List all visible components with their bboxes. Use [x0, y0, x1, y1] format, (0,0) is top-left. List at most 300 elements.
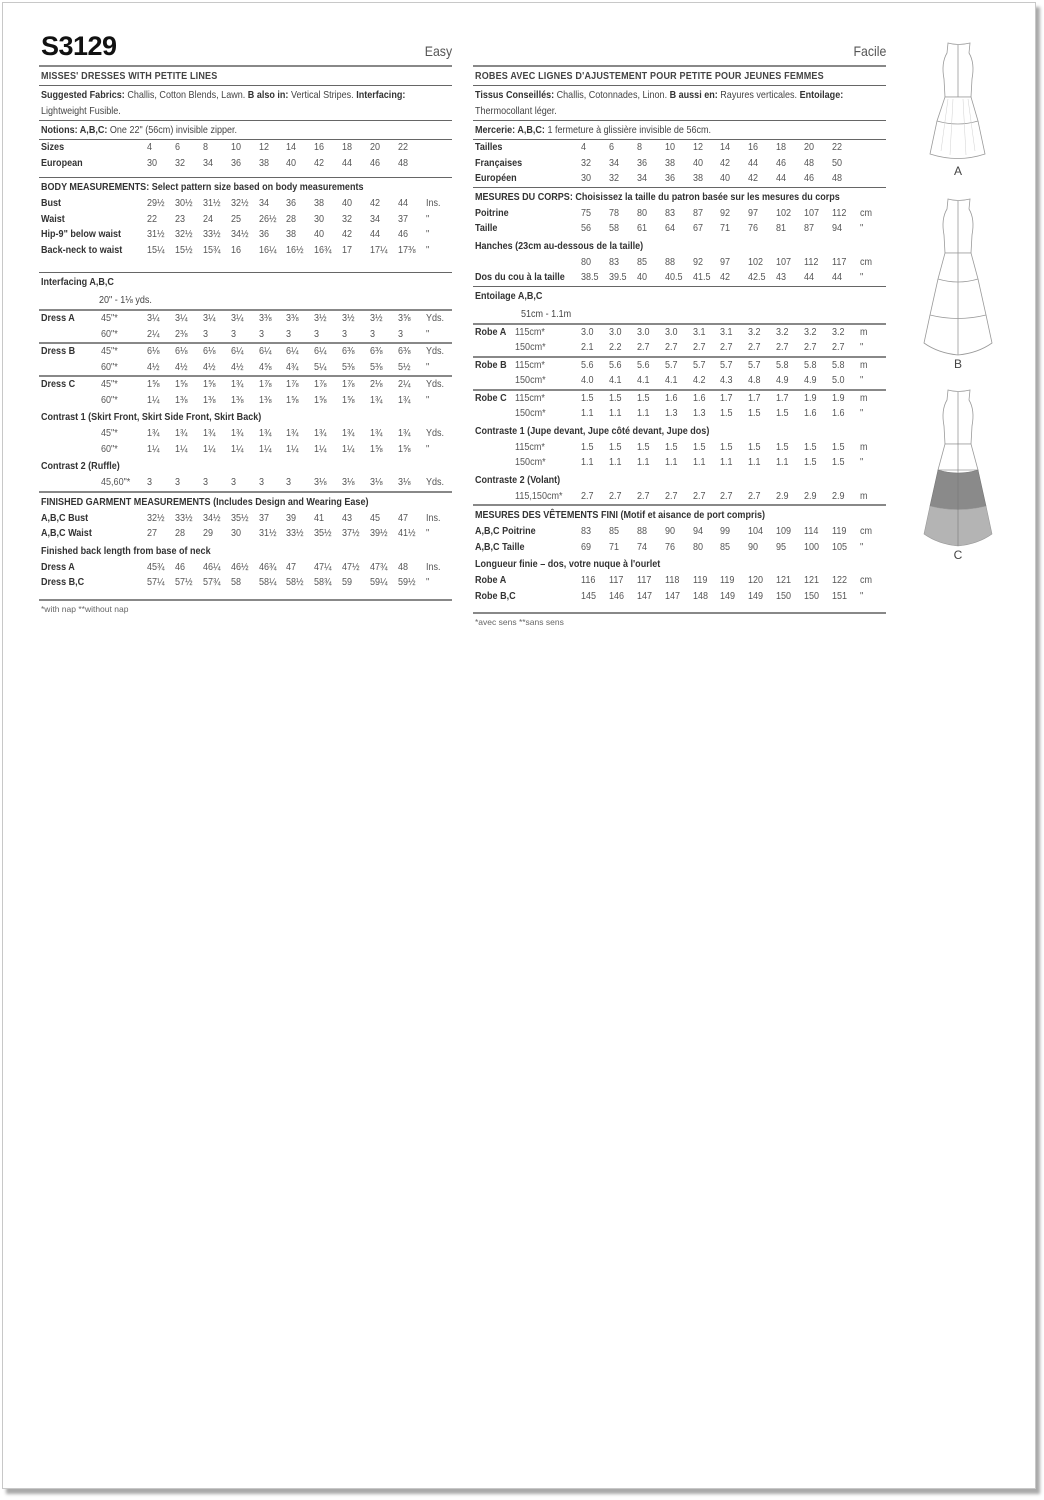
- value-cell: 37½: [342, 527, 360, 539]
- contrast2-table-fr: [473, 489, 886, 505]
- value-cell: 48: [832, 172, 843, 184]
- table-row: [475, 140, 886, 156]
- unit-cell: ": [426, 527, 430, 539]
- row-label: European: [41, 156, 83, 169]
- table-row: [41, 360, 452, 376]
- pattern-code: S3129: [41, 31, 117, 61]
- value-cell: 4.3: [720, 374, 734, 386]
- value-cell: 145: [581, 589, 597, 602]
- value-cell: 1.5: [776, 407, 789, 419]
- value-cell: 46¾: [258, 560, 277, 573]
- value-cell: 3: [314, 327, 320, 340]
- value-cell: 16: [748, 141, 759, 153]
- value-cell: 5.0: [832, 374, 845, 386]
- value-cell: 85: [720, 540, 731, 553]
- value-cell: 46: [398, 228, 409, 240]
- value-cell: 1¾: [370, 427, 383, 439]
- value-cell: 34: [202, 156, 213, 169]
- value-cell: 92: [692, 255, 703, 268]
- value-cell: 119: [692, 574, 707, 586]
- value-cell: 1.6: [664, 391, 678, 404]
- unit-cell: ": [860, 222, 864, 234]
- value-cell: 4.0: [581, 374, 594, 386]
- contrast2-heading: Contrast 2 (Ruffle): [41, 460, 120, 472]
- value-cell: 32: [608, 172, 619, 184]
- value-cell: 16: [230, 243, 241, 256]
- value-cell: 17¼: [370, 243, 388, 256]
- value-cell: 39½: [370, 527, 388, 539]
- unit-cell: Yds.: [426, 427, 445, 439]
- value-cell: 34: [608, 156, 619, 169]
- value-cell: 46: [776, 156, 787, 169]
- value-cell: 112: [804, 255, 819, 268]
- value-cell: 36: [230, 156, 241, 169]
- value-cell: 4½: [147, 360, 160, 373]
- value-cell: 42: [314, 156, 325, 169]
- interfacing-amount-fr: 51cm - 1.1m: [521, 307, 572, 320]
- row-label: Poitrine: [475, 206, 509, 219]
- value-cell: 5.7: [748, 358, 761, 371]
- value-cell: 44: [398, 197, 409, 209]
- dress-b-icon: [908, 195, 1008, 357]
- row-label: A,B,C Poitrine: [475, 525, 536, 537]
- value-cell: 3⅜: [258, 312, 272, 324]
- value-cell: 34½: [230, 228, 249, 240]
- value-cell: 33½: [174, 511, 193, 524]
- value-cell: 119: [720, 574, 735, 586]
- value-cell: 16¾: [314, 243, 332, 256]
- unit-cell: ": [860, 374, 864, 386]
- value-cell: 1.1: [748, 456, 761, 468]
- value-cell: 1¾: [174, 427, 188, 439]
- suggested-fabrics-fr: Tissus Conseillés: Challis, Cotonnades, Linon. B aussi en: Rayures verticales. Entoilage: Thermocollant léger.: [475, 89, 844, 117]
- value-cell: 20: [370, 141, 381, 153]
- value-cell: 6¼: [314, 345, 327, 357]
- value-cell: 1⅞: [258, 378, 272, 390]
- value-cell: 2¼: [398, 378, 411, 390]
- row-label: Dress A: [41, 560, 75, 573]
- value-cell: 58¾: [314, 576, 332, 588]
- value-cell: 4½: [202, 360, 216, 373]
- value-cell: 22: [147, 212, 158, 225]
- value-cell: 102: [776, 206, 792, 219]
- value-cell: 88: [664, 255, 675, 268]
- table-row: [41, 311, 452, 327]
- value-cell: 4.1: [664, 374, 678, 386]
- value-cell: 34: [636, 172, 647, 184]
- value-cell: 32½: [147, 511, 165, 524]
- value-cell: 3.0: [581, 325, 594, 338]
- table-row: [475, 589, 886, 605]
- view-label: C: [953, 548, 963, 562]
- value-cell: 29: [202, 527, 213, 539]
- value-cell: 1.9: [804, 391, 817, 404]
- value-cell: 3: [398, 327, 404, 340]
- value-cell: 5½: [398, 360, 411, 373]
- unit-cell: Yds.: [426, 476, 445, 488]
- value-cell: 32½: [174, 228, 193, 240]
- value-cell: 80: [692, 540, 703, 553]
- value-cell: 3.2: [832, 325, 845, 338]
- table-row: [475, 373, 886, 389]
- unit-cell: [860, 171, 886, 187]
- contrast2-heading-fr: Contraste 2 (Volant): [475, 473, 561, 486]
- value-cell: 1¾: [230, 378, 244, 390]
- row-label: A,B,C Waist: [41, 527, 92, 539]
- value-cell: 17⅜: [398, 243, 416, 256]
- unit-cell: Yds.: [426, 345, 445, 357]
- value-cell: 33½: [202, 228, 221, 240]
- value-cell: 81: [776, 222, 787, 234]
- value-cell: 30: [581, 172, 592, 184]
- value-cell: 57¾: [202, 576, 221, 588]
- fabric-width: 45"*: [101, 378, 118, 390]
- value-cell: 1⅝: [202, 378, 216, 390]
- french-column: [473, 3, 886, 627]
- row-label: A,B,C Bust: [41, 511, 89, 524]
- fabric-width: 45"*: [101, 427, 118, 439]
- dress-c-icon: [908, 386, 1008, 548]
- row-label: [41, 393, 101, 409]
- row-label: [41, 426, 101, 442]
- value-cell: 2⅛: [370, 378, 383, 390]
- yardage-table: [39, 309, 452, 408]
- value-cell: 6¼: [286, 345, 300, 357]
- value-cell: 1¼: [147, 442, 160, 455]
- table-row: [475, 455, 886, 471]
- value-cell: 4: [581, 141, 587, 153]
- value-cell: 1.5: [804, 440, 817, 453]
- value-cell: 44: [342, 156, 353, 169]
- value-cell: 38: [258, 156, 269, 169]
- interfacing-heading-fr: Entoilage A,B,C: [475, 289, 543, 302]
- finished-heading-fr: MESURES DES VÊTEMENTS FINI (Motif et aisance de port compris): [475, 509, 766, 521]
- unit-cell: m: [860, 391, 868, 404]
- value-cell: 24: [202, 212, 213, 225]
- value-cell: 1⅞: [286, 378, 300, 390]
- value-cell: 38: [286, 228, 297, 240]
- value-cell: 47¾: [370, 560, 388, 573]
- unit-cell: ": [426, 360, 430, 373]
- value-cell: 99: [720, 525, 731, 537]
- row-label: Sizes: [41, 141, 65, 153]
- value-cell: 44: [370, 228, 381, 240]
- value-cell: 42: [720, 156, 731, 169]
- value-cell: 2.7: [692, 341, 706, 353]
- value-cell: 5.8: [832, 358, 845, 371]
- value-cell: 1.5: [804, 456, 817, 468]
- finished-length-table-fr: [473, 573, 886, 604]
- value-cell: 1.5: [832, 440, 845, 453]
- value-cell: 58: [608, 222, 619, 234]
- unit-cell: ": [426, 442, 430, 455]
- value-cell: 3: [230, 327, 236, 340]
- value-cell: 1.1: [720, 456, 734, 468]
- value-cell: 3.0: [608, 325, 622, 338]
- value-cell: 1.1: [664, 456, 678, 468]
- pattern-envelope-back: [2, 2, 1036, 1489]
- value-cell: 2.7: [692, 489, 706, 502]
- finished-heading: FINISHED GARMENT MEASUREMENTS (Includes Design and Wearing Ease): [41, 495, 369, 508]
- value-cell: 146: [608, 589, 624, 602]
- value-cell: 1⅝: [370, 442, 383, 455]
- row-label: [41, 360, 101, 376]
- value-cell: 10: [664, 141, 675, 153]
- value-cell: 4.1: [636, 374, 650, 386]
- table-row: [475, 221, 886, 237]
- unit-cell: ": [860, 589, 864, 602]
- value-cell: 48: [398, 560, 409, 573]
- value-cell: 2.7: [748, 489, 761, 502]
- value-cell: 48: [804, 156, 815, 169]
- value-cell: 1⅝: [147, 378, 160, 390]
- value-cell: 149: [720, 589, 736, 602]
- value-cell: 5.6: [581, 358, 594, 371]
- value-cell: 37: [398, 212, 409, 225]
- value-cell: 1.7: [720, 391, 734, 404]
- table-row: [41, 526, 452, 542]
- contrast1-heading: Contrast 1 (Skirt Front, Skirt Side Front, Skirt Back): [41, 411, 262, 423]
- value-cell: 3: [202, 476, 208, 488]
- value-cell: 1.1: [608, 456, 622, 468]
- value-cell: 2.7: [720, 341, 734, 353]
- value-cell: 47: [398, 511, 409, 524]
- unit-cell: ": [860, 456, 864, 468]
- value-cell: 4¾: [286, 360, 300, 373]
- row-label: Françaises: [475, 156, 523, 169]
- value-cell: 38: [664, 156, 675, 169]
- value-cell: 15¼: [147, 243, 165, 256]
- value-cell: 16: [314, 141, 325, 153]
- value-cell: 36: [664, 172, 675, 184]
- value-cell: 1.5: [748, 407, 761, 419]
- value-cell: 40: [692, 156, 703, 169]
- value-cell: 117: [636, 574, 652, 586]
- value-cell: 3¼: [230, 312, 244, 324]
- row-label: Back-neck to waist: [41, 243, 123, 256]
- value-cell: 121: [804, 574, 820, 586]
- value-cell: 40.5: [664, 271, 683, 283]
- table-row: [475, 440, 886, 456]
- value-cell: 1¾: [258, 427, 272, 439]
- table-row: [475, 524, 886, 540]
- value-cell: 2.7: [608, 489, 622, 502]
- pattern-title: MISSES' DRESSES WITH PETITE LINES: [41, 70, 218, 82]
- unit-cell: Ins.: [426, 197, 441, 209]
- row-label: Robe A: [475, 325, 507, 338]
- value-cell: 1¼: [202, 442, 216, 455]
- table-row: [41, 426, 452, 442]
- value-cell: 78: [608, 206, 619, 219]
- table-row: [475, 156, 886, 172]
- value-cell: 59½: [398, 576, 416, 588]
- value-cell: 56: [581, 222, 592, 234]
- value-cell: 6⅜: [398, 345, 411, 357]
- value-cell: 35½: [230, 511, 249, 524]
- value-cell: 44: [832, 271, 843, 283]
- value-cell: 3⅛: [342, 476, 355, 488]
- value-cell: 1.9: [832, 391, 845, 404]
- value-cell: 46¼: [202, 560, 221, 573]
- yardage-group: [39, 377, 452, 408]
- value-cell: 3: [174, 476, 180, 488]
- value-cell: 122: [832, 574, 848, 586]
- table-row: [41, 377, 452, 393]
- value-cell: 6⅛: [174, 345, 188, 357]
- value-cell: 5.7: [692, 358, 706, 371]
- value-cell: 94: [692, 525, 703, 537]
- fabric-width: 60"*: [101, 327, 118, 340]
- value-cell: 76: [748, 222, 759, 234]
- footnote-fr: *avec sens **sans sens: [475, 617, 564, 627]
- value-cell: 37: [258, 511, 269, 524]
- value-cell: 4.9: [804, 374, 817, 386]
- value-cell: 3½: [342, 312, 355, 324]
- value-cell: 39.5: [608, 271, 627, 283]
- value-cell: 40: [314, 228, 325, 240]
- unit-cell: ": [860, 407, 864, 419]
- unit-cell: m: [860, 440, 868, 453]
- value-cell: 120: [748, 574, 764, 586]
- value-cell: 34: [258, 197, 269, 209]
- value-cell: 41½: [398, 527, 416, 539]
- value-cell: 1¼: [147, 393, 160, 406]
- value-cell: 1¾: [147, 427, 160, 439]
- value-cell: 116: [581, 574, 596, 586]
- value-cell: 41: [314, 511, 325, 524]
- value-cell: 1.6: [692, 391, 706, 404]
- unit-cell: Yds.: [426, 312, 445, 324]
- value-cell: 1.6: [832, 407, 845, 419]
- hip-heading-fr: Hanches (23cm au-dessous de la taille): [475, 239, 644, 252]
- row-label: Tailles: [475, 141, 503, 153]
- value-cell: 75: [581, 206, 592, 219]
- value-cell: 8: [636, 141, 642, 153]
- value-cell: 22: [398, 141, 409, 153]
- value-cell: 3.2: [804, 325, 817, 338]
- value-cell: 46: [370, 156, 381, 169]
- value-cell: 14: [720, 141, 731, 153]
- contrast2-table: [39, 475, 452, 491]
- value-cell: 69: [581, 540, 592, 553]
- value-cell: 2⅜: [174, 327, 188, 340]
- value-cell: 1⅜: [174, 393, 188, 406]
- value-cell: 38: [692, 172, 703, 184]
- value-cell: 1¾: [398, 427, 411, 439]
- value-cell: 1.5: [664, 440, 678, 453]
- value-cell: 147: [664, 589, 680, 602]
- value-cell: 71: [608, 540, 619, 553]
- value-cell: 5.6: [608, 358, 622, 371]
- value-cell: 118: [664, 574, 680, 586]
- value-cell: 109: [776, 525, 792, 537]
- row-label: [41, 327, 101, 343]
- value-cell: 1.5: [776, 440, 789, 453]
- value-cell: 1.1: [692, 456, 706, 468]
- value-cell: 3: [342, 327, 348, 340]
- value-cell: 2.2: [608, 341, 622, 353]
- value-cell: 1⅝: [398, 442, 411, 455]
- value-cell: 83: [581, 525, 592, 537]
- table-row: [41, 475, 452, 491]
- value-cell: 5.6: [636, 358, 650, 371]
- value-cell: 6¼: [230, 345, 244, 357]
- table-row: [475, 171, 886, 187]
- value-cell: 1.3: [692, 407, 706, 419]
- value-cell: 2.9: [804, 489, 817, 502]
- value-cell: 1.5: [636, 391, 650, 404]
- value-cell: 44: [776, 172, 787, 184]
- value-cell: 2.7: [664, 341, 678, 353]
- value-cell: 149: [748, 589, 764, 602]
- body-measurements-heading: BODY MEASUREMENTS: Select pattern size based on body measurements: [41, 181, 364, 193]
- row-label: Robe B,C: [475, 589, 516, 602]
- unit-cell: cm: [860, 255, 873, 268]
- fabric-width: 60"*: [101, 360, 118, 373]
- value-cell: 42: [370, 197, 381, 209]
- value-cell: 1.1: [581, 407, 594, 419]
- unit-cell: cm: [860, 525, 873, 537]
- value-cell: 4.2: [692, 374, 706, 386]
- value-cell: 2.7: [832, 341, 845, 353]
- row-label: [475, 255, 581, 271]
- unit-cell: ": [860, 540, 864, 553]
- value-cell: 1⅜: [202, 393, 216, 406]
- fabric-width: 45"*: [101, 345, 118, 357]
- value-cell: 107: [776, 255, 792, 268]
- value-cell: 32: [581, 156, 592, 169]
- table-row: [475, 358, 886, 374]
- value-cell: 26½: [258, 212, 277, 225]
- value-cell: 22: [832, 141, 843, 153]
- value-cell: 5⅜: [370, 360, 383, 373]
- value-cell: 30: [314, 212, 325, 225]
- table-row: [41, 212, 452, 228]
- row-label: [475, 373, 515, 389]
- value-cell: 38.5: [581, 271, 599, 283]
- value-cell: 90: [748, 540, 759, 553]
- table-row: [41, 156, 452, 172]
- value-cell: 4.1: [608, 374, 622, 386]
- value-cell: 1.5: [692, 440, 706, 453]
- unit-cell: ": [860, 271, 864, 283]
- value-cell: 104: [748, 525, 764, 537]
- row-label: Dos du cou à la taille: [475, 271, 565, 283]
- value-cell: 45¾: [147, 560, 165, 573]
- value-cell: 30: [230, 527, 241, 539]
- unit-cell: Ins.: [426, 560, 441, 573]
- unit-cell: [426, 140, 452, 156]
- table-row: [475, 255, 886, 271]
- value-cell: 1⅝: [342, 393, 355, 406]
- row-label: [475, 455, 515, 471]
- value-cell: 83: [608, 255, 619, 268]
- value-cell: 5.8: [804, 358, 817, 371]
- value-cell: 47¼: [314, 560, 332, 573]
- value-cell: 46: [804, 172, 815, 184]
- value-cell: 57½: [174, 576, 193, 588]
- value-cell: 1¾: [342, 427, 355, 439]
- value-cell: 1.1: [776, 456, 789, 468]
- value-cell: 59: [342, 576, 353, 588]
- value-cell: 18: [776, 141, 787, 153]
- table-row: [41, 243, 452, 259]
- value-cell: 3⅛: [370, 476, 383, 488]
- value-cell: 3: [202, 327, 208, 340]
- value-cell: 5¼: [314, 360, 327, 373]
- value-cell: 76: [664, 540, 675, 553]
- value-cell: 147: [636, 589, 652, 602]
